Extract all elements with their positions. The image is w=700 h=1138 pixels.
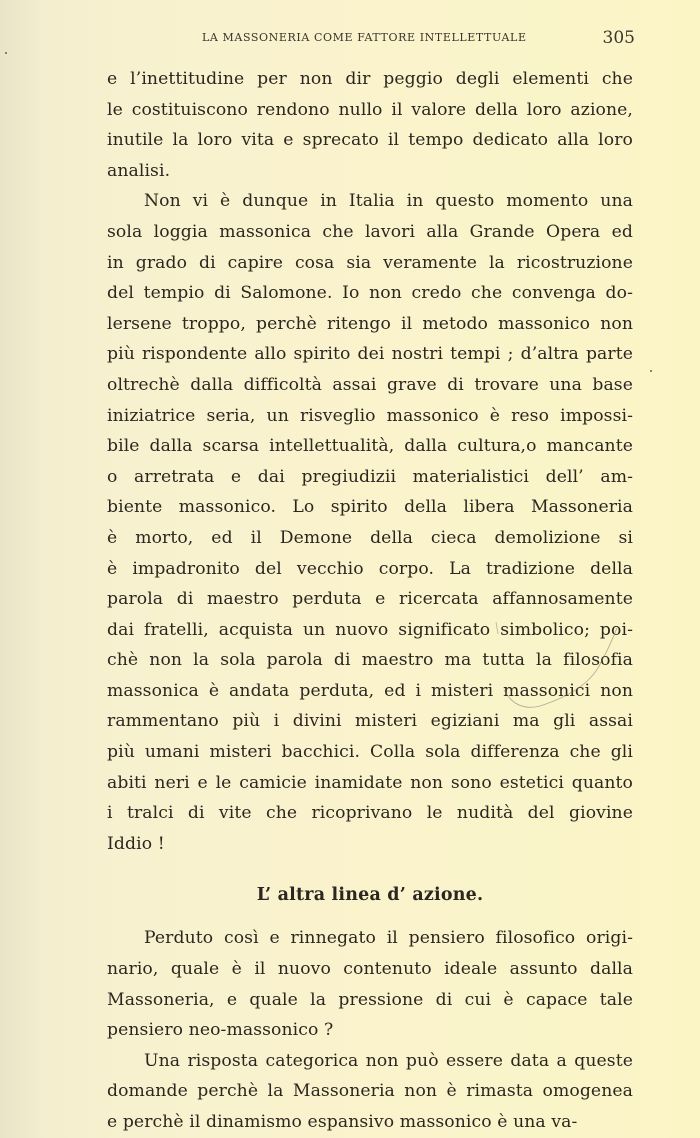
text-line: abiti neri e le camicie inamidate non sono estetici quanto [107, 772, 633, 793]
text-line: iniziatrice seria, un risveglio massonico è reso impossi- [107, 405, 633, 426]
running-head [107, 29, 633, 49]
text-line: lersene troppo, perchè ritengo il metodo massonico non [107, 313, 633, 334]
paragraph [107, 923, 633, 1045]
text-line: è morto, ed il Demone della cieca demolizione si [107, 527, 633, 548]
text-line: più umani misteri bacchici. Colla sola differenza che gli [107, 742, 633, 763]
text-line: chè non la sola parola di maestro ma tutta la filosofia [107, 650, 633, 671]
text-line: è impadronito del vecchio corpo. La tradizione della [107, 558, 633, 579]
section-heading: L’ altra linea d’ azione. [256, 885, 484, 906]
text-line: bile dalla scarsa intellettualità, dalla cultura,o mancante [107, 436, 633, 457]
paragraph [107, 186, 633, 859]
text-line: dai fratelli, acquista un nuovo significato simbolico; poi- [107, 619, 633, 640]
text-line: del tempio di Salomone. Io non credo che convenga do- [107, 283, 633, 304]
text-line: Massoneria, e quale la pressione di cui è capace tale [107, 989, 633, 1010]
text-line: i tralci di vite che ricoprivano le nudità del giovine [107, 803, 633, 824]
text-line: e perchè il dinamismo espansivo massonico è una va- [107, 1112, 578, 1132]
text-line: domande perchè la Massoneria non è rimasta omogenea [107, 1081, 633, 1102]
text-line: oltrechè dalla difficoltà assai grave di trovare una base [107, 374, 633, 395]
text-line: rammentano più i divini misteri egiziani ma gli assai [107, 711, 633, 732]
text-line: le costituiscono rendono nullo il valore della loro azione, [107, 99, 633, 120]
text-line: nario, quale è il nuovo contenuto ideale assunto dalla [107, 959, 633, 980]
body-text [107, 64, 633, 1138]
text-line: Iddio ! [107, 833, 165, 854]
text-line: Perduto così e rinnegato il pensiero filosofico origi- [144, 928, 633, 949]
text-line: pensiero neo-massonico ? [107, 1020, 334, 1041]
running-title: LA MASSONERIA COME FATTORE INTELLETTUALE [202, 31, 527, 44]
text-line: o arretrata e dai pregiudizii materialistici dell’ am- [107, 466, 633, 487]
text-line: e l’inettitudine per non dir peggio degli elementi che [107, 69, 633, 89]
text-line: parola di maestro perduta e ricercata affannosamente [107, 589, 633, 610]
text-line: Non vi è dunque in Italia in questo momento una [144, 191, 633, 212]
text-line: sola loggia massonica che lavori alla Grande Opera ed [107, 221, 633, 242]
margin-speck [650, 370, 652, 372]
text-line: Una risposta categorica non può essere data a queste [144, 1050, 633, 1071]
text-line: biente massonico. Lo spirito della libera Massoneria [107, 497, 633, 518]
text-line: in grado di capire cosa sia veramente la ricostruzione [107, 252, 633, 273]
text-line: più rispondente allo spirito dei nostri tempi ; d’altra parte [107, 344, 633, 365]
text-line: inutile la loro vita e sprecato il tempo dedicato alla loro [107, 130, 633, 151]
paragraph [107, 64, 633, 186]
paragraph [107, 1046, 633, 1138]
margin-speck [5, 52, 7, 54]
text-line: massonica è andata perduta, ed i misteri massonici non [107, 680, 633, 701]
text-line: analisi. [107, 160, 171, 181]
page-number: 305 [602, 28, 635, 48]
